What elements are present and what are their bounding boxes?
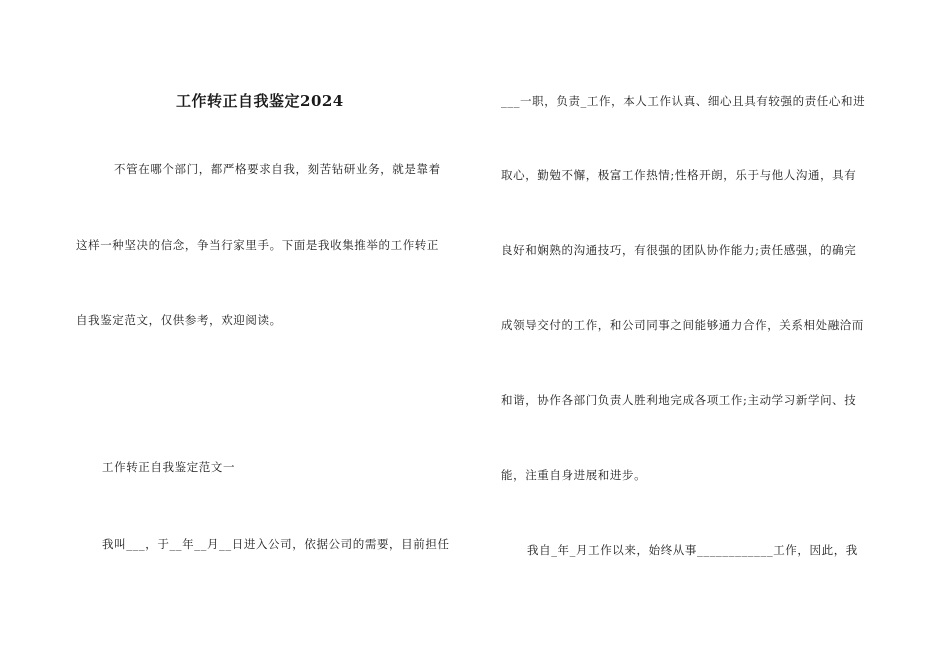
document-title: 工作转正自我鉴定2024 <box>176 92 344 110</box>
paragraph-line-5: 和谐，协作各部门负责人胜利地完成各项工作;主动学习新学问、技 <box>501 393 857 407</box>
paragraph-line-4: 成领导交付的工作，和公司同事之间能够通力合作，关系相处融洽而 <box>501 318 864 332</box>
intro-line-3: 自我鉴定范文，仅供参考，欢迎阅读。 <box>76 313 282 327</box>
paragraph-line-3: 良好和娴熟的沟通技巧，有很强的团队协作能力;责任感强，的确完 <box>501 243 857 257</box>
intro-line-1: 不管在哪个部门，都严格要求自我，刻苦钻研业务，就是靠着 <box>114 162 441 176</box>
paragraph-line-6: 能，注重自身进展和进步。 <box>501 468 647 482</box>
body-line: 我叫___，于__年__月__日进入公司，依据公司的需要，目前担任 <box>102 537 450 551</box>
section-heading: 工作转正自我鉴定范文一 <box>102 460 236 474</box>
intro-line-2: 这样一种坚决的信念，争当行家里手。下面是我收集推举的工作转正 <box>76 238 439 252</box>
paragraph-line-1: ___一职，负责_工作，本人工作认真、细心且具有较强的责任心和进 <box>501 94 866 108</box>
paragraph-line-2: 取心，勤勉不懈，极富工作热情;性格开朗，乐于与他人沟通，具有 <box>501 168 857 182</box>
next-paragraph-line: 我自_年_月工作以来，始终从事____________工作，因此，我 <box>527 543 858 557</box>
